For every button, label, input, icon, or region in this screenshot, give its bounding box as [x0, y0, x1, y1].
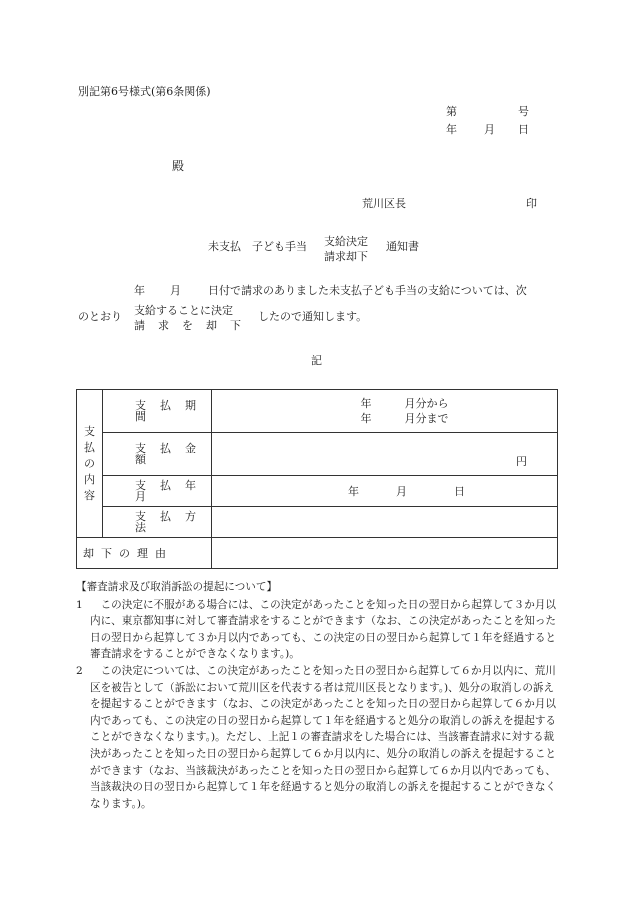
payment-amount-value[interactable]: [212, 433, 558, 476]
body-year: 年: [134, 284, 145, 297]
note-item: 1 この決定に不服がある場合には、この決定があったことを知った日の翌日から起算して３か月以内に、東京都知事に対して審査請求をすることができます（なお、この決定があったことを知った日の翌日から起算して３か月以内であっても、この決定の日の翌日から起算して１年を経過すると審査請求をすることができなくなります。)。: [76, 598, 557, 661]
table-row-method: [77, 507, 558, 538]
rejection-reason-value[interactable]: [212, 538, 558, 569]
title-option-rejection: 請求却下: [324, 250, 368, 263]
payment-amount-label: 支払金額: [103, 433, 212, 476]
appeal-notes: [76, 579, 558, 812]
payment-content-label: 支 払 の 内 容: [77, 390, 103, 538]
issuer-name: 荒川区長: [362, 197, 406, 210]
table-row-reason: [77, 538, 558, 569]
document-title-options: [324, 234, 368, 264]
payment-period-label: 支払期間: [103, 390, 212, 433]
payment-table: [76, 389, 558, 569]
rejection-reason-label: 却下の理由: [77, 538, 212, 569]
title-option-decision: 支給決定: [324, 235, 368, 248]
table-row-period: [77, 390, 558, 433]
document-number-label: 第: [446, 105, 457, 118]
ki-heading: 記: [311, 354, 322, 367]
form-number-title: 別記第6号様式(第6条関係): [78, 85, 211, 98]
body-ending: したので通知します。: [258, 310, 368, 323]
payment-period-value[interactable]: 年 月分から 年 月分まで: [212, 390, 558, 433]
addressee-suffix: 殿: [172, 159, 185, 173]
body-noto: のとおり: [78, 310, 122, 323]
document-title-suffix: 通知書: [386, 240, 419, 253]
note-item: 2 この決定については、この決定があったことを知った日の翌日から起算して６か月以内に、荒川区を被告として（訴訟において荒川区を代表する者は荒川区長となります。)、処分の取消しの訴えを提起することができます（なお、この決定があったことを知った日の翌日から起算して６か月以内であっても、この決定の日の翌日から起算して１年を経過すると処分の取消しの訴えを提起することができなくなります。)。ただし、上記１の審査請求をした場合には、当該審査請求に対する裁決があったことを知った日の翌日から起算して６か月以内に、処分の取消しの訴えを提起することができます（なお、当該裁決があったことを知った日の翌日から起算して６か月以内であっても、当該裁決の日の翌日から起算して１年を経過すると処分の取消しの訴えを提起することができなくなります。)。: [76, 664, 557, 810]
payment-method-value[interactable]: [212, 507, 558, 538]
issue-date-day: 日: [518, 123, 529, 136]
document-title-main: 未支払 子ども手当: [208, 240, 307, 253]
body-line1-text: 日付で請求のありました未支払子ども手当の支給については、次: [208, 284, 527, 297]
body-options: [134, 303, 242, 333]
payment-date-value[interactable]: 年 月 日: [212, 476, 558, 507]
seal-mark: 印: [526, 197, 537, 210]
payment-date-label: 支払年月: [103, 476, 212, 507]
document-number-suffix: 号: [518, 105, 529, 118]
body-option-pay: 支給することに決定: [134, 304, 233, 317]
body-option-reject: 請 求 を 却 下: [134, 319, 242, 332]
body-line-1: [134, 285, 527, 296]
table-row-date: [77, 476, 558, 507]
payment-method-label: 支払方法: [103, 507, 212, 538]
issue-date-year: 年: [446, 123, 457, 136]
table-row-amount: [77, 433, 558, 476]
body-month: 月: [170, 284, 181, 297]
notes-heading: 【審査請求及び取消訴訟の提起について】: [76, 581, 278, 593]
issue-date-month: 月: [484, 123, 495, 136]
yen-unit: 円: [516, 454, 527, 468]
